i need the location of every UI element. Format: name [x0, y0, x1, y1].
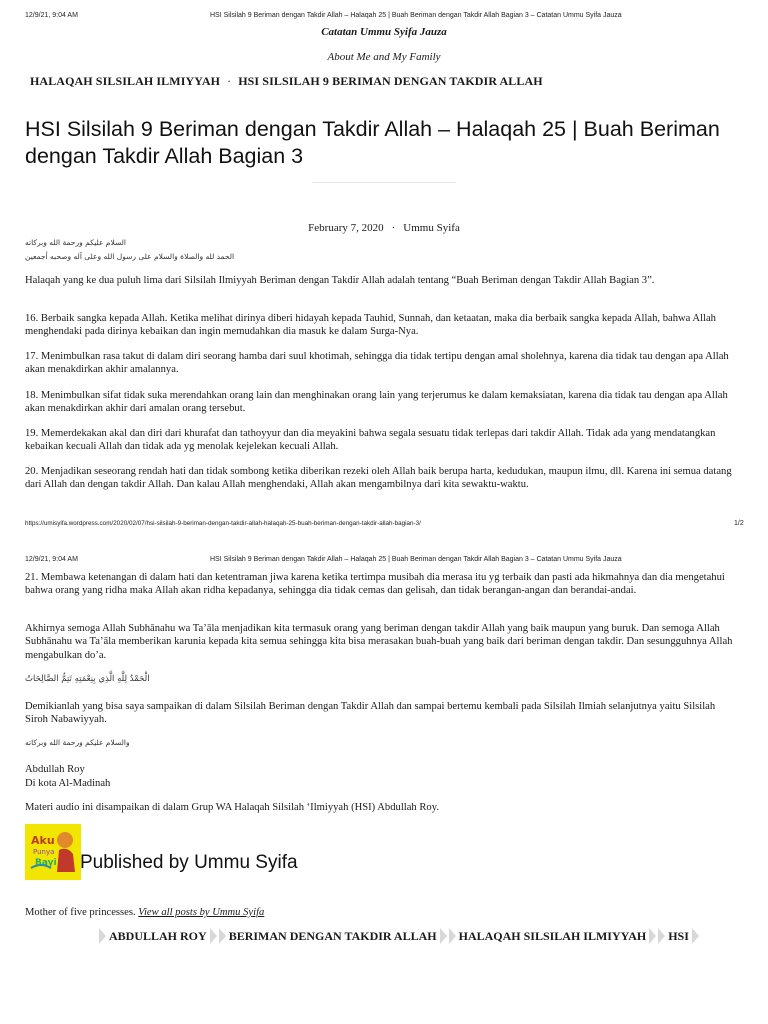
breadcrumb — [30, 74, 543, 89]
avatar-text-aku: Aku — [31, 834, 55, 847]
point-16: 16. Berbaik sangka kepada Allah. Ketika melihat dirinya diberi hidayah kepada Tauhid, Sunnah, dan ketaatan, maka dia berbaik sangka kepada Allah, bahwa Allah menghendaki pada dirinya kebaikan dan ingin memudahkan dia masuk ke dalam Surga-Nya. — [25, 313, 716, 338]
post-author-link[interactable]: Ummu Syifa — [403, 222, 460, 234]
author-bio-text: Mother of five princesses. — [25, 907, 136, 918]
meta-separator: · — [391, 222, 396, 234]
nav-about-link[interactable]: About Me and My Family — [327, 51, 441, 63]
tag-arrow-left — [658, 928, 665, 944]
arabic-hamdalah: الحمد لله والصلاة والسلام على رسول الله وعلى آله وصحبه أجمعين — [25, 252, 235, 261]
published-by-heading: Published by Ummu Syifa — [80, 852, 298, 873]
print-footer-url: https://umisyifa.wordpress.com/2020/02/07/hsi-silsilah-9-beriman-dengan-takdir-allah-halaqah-25-buah-beriman-dengan-takdir-allah-bagian-3/ — [25, 520, 421, 527]
tag-arrow-left — [219, 928, 226, 944]
author-avatar[interactable] — [25, 824, 81, 880]
author-bio — [25, 907, 264, 918]
tag-hsi[interactable] — [658, 928, 699, 944]
avatar-text-bayi: Bayi — [35, 858, 57, 868]
tag-beriman-dengan-takdir-allah[interactable] — [219, 928, 447, 944]
site-title[interactable]: Catatan Ummu Syifa Jauza — [321, 26, 447, 38]
farewell-paragraph: Demikianlah yang bisa saya sampaikan di dalam Silsilah Beriman dengan Takdir Allah dan sampai bertemu kembali pada Silsilah Ilmiah selanjutnya yaitu Silsilah Siroh Nabawiyyah. — [25, 701, 716, 726]
point-19: 19. Memerdekakan akal dan diri dari khurafat dan tathoyyur dan dia meyakini bahwa segala sesuatu tidak terlepas dari takdir Allah. Tidak ada yang mendatangkan kebaikan kecuali Allah dan tidak ada yg menolak kejelekan kecuali Allah. — [25, 428, 716, 453]
breadcrumb-separator: · — [227, 74, 232, 88]
point-20: 20. Menjadikan seseorang rendah hati dan tidak sombong ketika diberikan rezeki oleh Allah baik berupa harta, kedudukan, maupun ilmu, dll. Karena ini semua datang dari Allah dan dengan takdir Allah. Dan kalau Allah menghendaki, Allah akan mengambilnya dari kita sewaktu-waktu. — [25, 466, 732, 491]
closing-paragraph: Akhirnya semoga Allah Subhānahu wa Ta’āla menjadikan kita termasuk orang yang beriman dengan takdir Allah yang baik maupun yang buruk. Dan semoga Allah Subhānahu wa Ta’āla memberikan karunia kepada kita semua sehingga kita bisa merasakan buah-buah yang baik dari beriman dengan takdir. Dan sesungguhnya Allah mengabulkan do’a. — [25, 623, 733, 661]
tag-arrow-left — [99, 928, 106, 944]
point-18: 18. Menimbulkan sifat tidak suka merendahkan orang lain dan menghinakan orang lain yang terjerumus ke dalam kemaksiatan, karena dia tidak tau dengan apa Allah akan menakdirkan akhir dari amalan orang tersebut. — [25, 390, 728, 415]
source-note: Materi audio ini disampaikan di dalam Grup WA Halaqah Silsilah ‘Ilmiyyah (HSI) Abdullah Roy. — [25, 802, 439, 813]
view-all-posts-link[interactable]: View all posts by Ummu Syifa — [138, 907, 265, 918]
breadcrumb-subcategory-link[interactable]: HSI SILSILAH 9 BERIMAN DENGAN TAKDIR ALLAH — [238, 74, 543, 88]
tag-arrow-right — [692, 928, 699, 944]
speaker-location: Di kota Al-Madinah — [25, 778, 111, 789]
print-header-title: HSI Silsilah 9 Beriman dengan Takdir Allah – Halaqah 25 | Buah Beriman dengan Takdir Allah Bagian 3 – Catatan Ummu Syifa Jauza — [210, 12, 622, 19]
tag-arrow-right — [649, 928, 656, 944]
post-date-link[interactable]: February 7, 2020 — [308, 222, 384, 234]
tag-halaqah-silsilah-ilmiyyah[interactable] — [449, 928, 657, 944]
tag-label: HALAQAH SILSILAH ILMIYYAH — [458, 928, 647, 943]
point-17: 17. Menimbulkan rasa takut di dalam diri seorang hamba dari suul khotimah, sehingga dia tidak tertipu dengan amal sholehnya, karena dia tidak tau dengan apa Allah akan menakdirkan akhir amalannya. — [25, 351, 729, 376]
tag-arrow-left — [449, 928, 456, 944]
speaker-name: Abdullah Roy — [25, 764, 85, 775]
avatar-text-punya: Punya — [33, 848, 55, 856]
print-header-title-p2: HSI Silsilah 9 Beriman dengan Takdir Allah – Halaqah 25 | Buah Beriman dengan Takdir Allah Bagian 3 – Catatan Ummu Syifa Jauza — [210, 556, 622, 563]
point-21: 21. Membawa ketenangan di dalam hati dan ketentraman jiwa karena ketika tertimpa musibah dia merasa itu yg terbaik dan pasti ada hikmahnya dan dia mengetahui bahwa orang yang ridha maka Allah akan ridha kepadanya, sehingga dia tidak cemas dan gelisah, dan tidak berangan-angan dan berandai-andai. — [25, 572, 725, 597]
print-header-datetime-p2: 12/9/21, 9:04 AM — [25, 556, 78, 563]
print-page-number: 1/2 — [734, 520, 744, 527]
post-meta — [0, 222, 768, 234]
tag-label: ABDULLAH ROY — [109, 928, 207, 943]
tag-arrow-right — [440, 928, 447, 944]
tag-label: BERIMAN DENGAN TAKDIR ALLAH — [228, 928, 437, 943]
breadcrumb-category-link[interactable]: HALAQAH SILSILAH ILMIYYAH — [30, 74, 221, 88]
tag-list — [99, 928, 701, 944]
title-divider — [312, 182, 456, 183]
tag-abdullah-roy[interactable] — [99, 928, 217, 944]
tag-label: HSI — [668, 928, 689, 943]
post-title: HSI Silsilah 9 Beriman dengan Takdir Allah – Halaqah 25 | Buah Beriman dengan Takdir Allah Bagian 3 — [25, 117, 720, 168]
print-header-datetime: 12/9/21, 9:04 AM — [25, 12, 78, 19]
tag-arrow-right — [210, 928, 217, 944]
arabic-greeting: السلام عليكم ورحمة الله وبركاته — [25, 238, 126, 247]
intro-paragraph: Halaqah yang ke dua puluh lima dari Silsilah Ilmiyyah Beriman dengan Takdir Allah adalah tentang “Buah Beriman dengan Takdir Allah Bagian 3”. — [25, 275, 655, 286]
arabic-dua: الْحَمْدُ لِلَّهِ الَّذِي بِنِعْمَتِهِ تَتِمُّ الصَّالِحَاتُ — [25, 674, 150, 684]
arabic-salam: والسلام عليكم ورحمة الله وبركاته — [25, 738, 130, 747]
